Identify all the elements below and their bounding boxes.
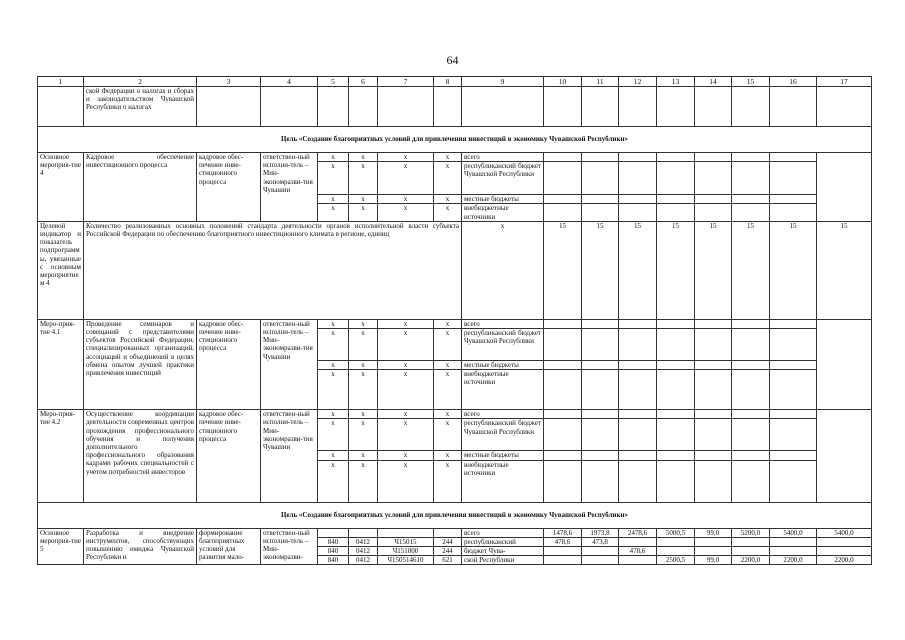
- indicator-value: 15: [657, 221, 695, 319]
- goal-row: [38, 127, 872, 153]
- continued-row: [38, 87, 872, 127]
- table-row: x x x x республиканский бюджет Чувашской Республики: [38, 329, 872, 361]
- row-label: Меро-прия-тие 4.2: [38, 410, 84, 502]
- activity-name: Разработка и внедрение инструментов, способствующих повышению имиджа Чувашской Республики и: [84, 528, 197, 565]
- funding-source: ской Республики: [462, 556, 544, 565]
- page-number: 64: [446, 53, 459, 67]
- funding-source: местные бюджеты: [462, 451, 544, 460]
- table-row: Меро-прия-тие 4.1 Проведение семинаров и совещаний с представителями субъектов Российской Федерации, специализированных организаций, ассоциаций и объединений в целях обмена опытом лучшей практики привлечения инвестиций кадровое обес-печение инве-стиционного процесса ответствен-ный исполни-тель – Мин-экономразви-тия Чувашии x x x x всего: [38, 319, 872, 328]
- funding-source: местные бюджеты: [462, 361, 544, 370]
- table-row: x x x x местные бюджеты: [38, 195, 872, 204]
- goal-heading: Цель «Создание благоприятных условий для привлечения инвестиций в экономику Чувашской Республики»: [38, 127, 872, 153]
- row-label: Основное мероприя-тие 5: [38, 528, 84, 565]
- table-row: Основное мероприя-тие 4 Кадровое обеспечение инвестиционного процесса кадровое обес-печение инве-стиционного процесса ответствен-ный исполни-тель – Мин-экономразви-тия Чувашии x x x x всего: [38, 153, 872, 162]
- col-header: 9: [462, 77, 544, 87]
- activity-name: Осуществление координации деятельности современных центров прохождения профессионального обучения и получения дополнительного профессионального образования кадрами рабочих специальностей с учетом потребностей инвесторов: [84, 410, 197, 502]
- col-header: 3: [197, 77, 261, 87]
- activity-name: Проведение семинаров и совещаний с представителями субъектов Российской Федерации, специализированных организаций, ассоциаций и объединений в целях обмена опытом лучшей практики привлечения инвестиций: [84, 319, 197, 409]
- table-row: x x x x местные бюджеты: [38, 451, 872, 460]
- funding-source: бюджет Чува-: [462, 547, 544, 556]
- table-row: x x x x внебюджетные источники: [38, 370, 872, 410]
- funding-source: всего: [462, 319, 544, 328]
- indicator-value: 15: [544, 221, 582, 319]
- col-header: 7: [378, 77, 434, 87]
- indicator-value: 15: [732, 221, 770, 319]
- indicator-value: 15: [695, 221, 732, 319]
- funding-source: внебюджетные источники: [462, 370, 544, 410]
- activity-name: Кадровое обеспечение инвестиционного процесса: [84, 153, 197, 222]
- indicator-text: Количество реализованных основных положений стандарта деятельности органов исполнительной власти субъекта Российской Федерации по обеспечению благоприятного инвестиционного климата в регионе, единиц: [84, 221, 462, 319]
- target-indicator-row: Целевой индикатор и показатель подпрограммы, увязанные с основным мероприятием 4 Количество реализованных основных положений стандарта деятельности органов исполнительной власти субъекта Российской Федерации по обеспечению благоприятного инвестиционного климата в регионе, единиц x 15 15 15 15 15 15 15 15: [38, 221, 872, 319]
- continued-text: ской Федерации о налогах и сборах и законодательством Чувашской Республики о налогах: [84, 87, 197, 127]
- responsible: ответствен-ный исполни-тель – Мин-экономразви-тия Чувашии: [261, 153, 318, 222]
- funding-source: всего: [462, 153, 544, 162]
- col-header: 14: [695, 77, 732, 87]
- col-header: 15: [732, 77, 770, 87]
- funding-source: внебюджетные источники: [462, 204, 544, 221]
- col-header: 1: [38, 77, 84, 87]
- expected-result: кадровое обес-печение инве-стиционного процесса: [197, 319, 261, 409]
- table-row: 840 0412 Ч150514610 621 ской Республики 2500,5 99,0 2200,0 2200,0 2200,0: [38, 556, 872, 565]
- program-table: [37, 76, 867, 565]
- col-header: 5: [318, 77, 349, 87]
- col-header: 8: [434, 77, 462, 87]
- goal-row: [38, 502, 872, 528]
- indicator-value: 15: [770, 221, 817, 319]
- col-header: 13: [657, 77, 695, 87]
- responsible: ответствен-ный исполни-тель – Мин-экономразви-: [261, 528, 318, 565]
- col-header: 12: [619, 77, 657, 87]
- col-header: 4: [261, 77, 318, 87]
- table-row: Меро-прия-тие 4.2 Осуществление координации деятельности современных центров прохождения профессионального обучения и получения дополнительного профессионального образования кадрами рабочих специальностей с учетом потребностей инвесторов кадровое обес-печение инве-стиционного процесса ответствен-ный исполни-тель – Мин-экономразви-тия Чувашии x x x x всего: [38, 410, 872, 419]
- table-row: x x x x внебюджетные источники: [38, 204, 872, 221]
- expected-result: кадровое обес-печение инве-стиционного процесса: [197, 153, 261, 222]
- row-label: Основное мероприя-тие 4: [38, 153, 84, 222]
- table-row: x x x x местные бюджеты: [38, 361, 872, 370]
- table-row: x x x x внебюджетные источники: [38, 460, 872, 502]
- table-row: Основное мероприя-тие 5 Разработка и внедрение инструментов, способствующих повышению имиджа Чувашской Республики и формирование благоприятных условий для развития мало- ответствен-ный исполни-тель – Мин-экономразви- всего 1478,6 1973,8 2478,6 5000,5 99,0 5200,0 5400,0 5400,0: [38, 528, 872, 537]
- col-header: 2: [84, 77, 197, 87]
- col-header: 6: [349, 77, 378, 87]
- table-row: x x x x республиканский бюджет Чувашской Республики: [38, 162, 872, 195]
- table-row: 840 0412 Ч15015 244 республиканский 478,6 473,8: [38, 537, 872, 546]
- col-header: 16: [770, 77, 817, 87]
- col-header: 11: [582, 77, 619, 87]
- funding-source: республиканский бюджет Чувашской Республики: [462, 419, 544, 451]
- table-row: x x x x республиканский бюджет Чувашской Республики: [38, 419, 872, 451]
- expected-result: кадровое обес-печение инве-стиционного процесса: [197, 410, 261, 502]
- col-header: 10: [544, 77, 582, 87]
- funding-source: республиканский бюджет Чувашской Республики: [462, 162, 544, 195]
- funding-source: республиканский бюджет Чувашской Республики: [462, 329, 544, 361]
- column-number-row: [38, 77, 872, 87]
- funding-source: всего: [462, 410, 544, 419]
- funding-source: местные бюджеты: [462, 195, 544, 204]
- expected-result: формирование благоприятных условий для развития мало-: [197, 528, 261, 565]
- funding-source: внебюджетные источники: [462, 460, 544, 502]
- row-label: Целевой индикатор и показатель подпрограммы, увязанные с основным мероприятием 4: [38, 221, 84, 319]
- goal-heading: Цель «Создание благоприятных условий для привлечения инвестиций в экономику Чувашской Республики»: [38, 502, 872, 528]
- col-header: 17: [817, 77, 872, 87]
- responsible: ответствен-ный исполни-тель – Мин-экономразви-тия Чувашии: [261, 410, 318, 502]
- funding-source: республиканский: [462, 537, 544, 546]
- funding-source: всего: [462, 528, 544, 537]
- table-row: 840 0412 Ч151000 244 бюджет Чува- 478,6: [38, 547, 872, 556]
- row-label: Меро-прия-тие 4.1: [38, 319, 84, 409]
- indicator-value: 15: [619, 221, 657, 319]
- indicator-value: 15: [817, 221, 872, 319]
- responsible: ответствен-ный исполни-тель – Мин-экономразви-тия Чувашии: [261, 319, 318, 409]
- indicator-value: 15: [582, 221, 619, 319]
